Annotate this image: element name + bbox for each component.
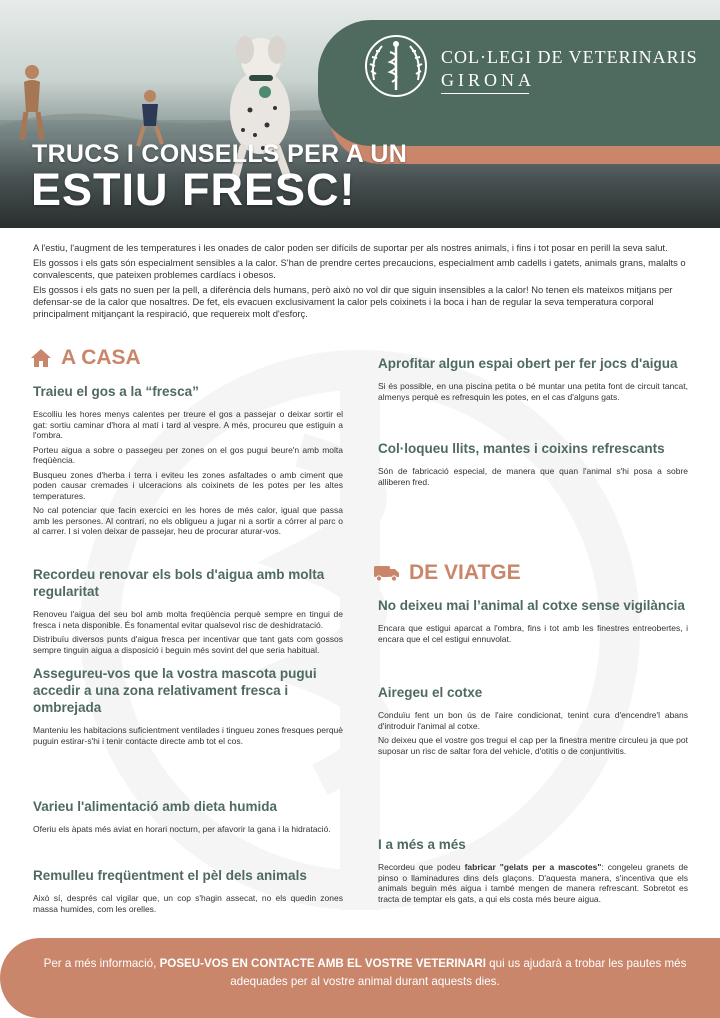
- footer-text: [40, 955, 690, 991]
- tip-wet-diet: [33, 798, 343, 835]
- tip-title: Remulleu freqüentment el pèl dels animals: [33, 868, 307, 883]
- tip-paragraph: Renoveu l'aigua del seu bol amb molta freqüència perquè sempre en tingui de fresca i neta disponible. És fonamental evitar qualsevol risc de deshidratació.: [33, 609, 343, 630]
- tip-wet-fur: [33, 867, 343, 914]
- section-heading-travel-label: DE VIATGE: [409, 561, 521, 584]
- tip-paragraph: Conduïu fent un bon ús de l'aire condicionat, tenint cura d'encendre'l abans d'introduir l'animal al cotxe.: [378, 710, 688, 731]
- tip-title: Aprofitar algun espai obert per fer jocs d'aigua: [378, 356, 678, 371]
- house-icon: [30, 347, 52, 369]
- tip-water-bowls: [33, 566, 343, 655]
- tip-paragraph: [378, 862, 688, 904]
- extra-text-after: : congeleu granets de pinso o llaminadures dins dels glaçons. D'aquesta manera, s'incentiva que els animals beguin més aigua i també mengen de manera refrescant. Sobretot es tracta de temptar els gats, a qui els costa més beure aigua.: [378, 862, 688, 904]
- tip-walk: [33, 383, 343, 537]
- section-heading-home-label: A CASA: [61, 346, 141, 369]
- tip-paragraph: Si és possible, en una piscina petita o bé muntar una petita font de circuit tancat, almenys perquè es refresquin les potes, en el cas d'alguns gats.: [378, 381, 688, 402]
- org-city: GIRONA: [441, 70, 529, 94]
- tip-extra: [378, 836, 688, 904]
- extra-text-before: Recordeu que podeu: [378, 862, 465, 872]
- tip-water-games: [378, 355, 688, 402]
- extra-text-bold: fabricar "gelats per a mascotes": [464, 862, 602, 872]
- page-title: ESTIU FRESC!: [31, 164, 356, 215]
- person-figure: [14, 62, 50, 142]
- truck-icon: [374, 564, 400, 582]
- tip-title: I a més a més: [378, 837, 466, 852]
- tip-paragraph: Distribuïu diversos punts d'aigua fresca per incentivar que tant gats com gossos sempre tinguin aigua a disposició i beguin més sovint del que seria habitual.: [33, 634, 343, 655]
- tip-title: No deixeu mai l’animal al cotxe sense vigilància: [378, 598, 685, 613]
- page-subtitle: TRUCS I CONSELLS PER A UN: [32, 140, 408, 168]
- child-figure: [132, 88, 168, 148]
- tip-paragraph: Això sí, després cal vigilar que, un cop s'hagin assecat, no els quedin zones massa humides, com les orelles.: [33, 893, 343, 914]
- section-heading-travel: [374, 561, 521, 585]
- tip-title: Traieu el gos a la “fresca”: [33, 384, 199, 399]
- tip-paragraph: Manteniu les habitacions suficientment ventilades i tingueu zones fresques perquè puguin estirar-s'hi i tenir contacte directe amb tot el cos.: [33, 725, 343, 746]
- college-logo-icon: [360, 30, 432, 102]
- tip-title: Recordeu renovar els bols d'aigua amb molta regularitat: [33, 567, 325, 599]
- tip-title: Airegeu el cotxe: [378, 685, 483, 700]
- intro-text: [33, 242, 689, 323]
- footer-text-after: qui us ajudarà a trobar les pautes més adequades per al vostre animal durant aquests dies.: [230, 957, 687, 988]
- tip-title: Assegureu-vos que la vostra mascota pugui accedir a una zona relativament fresca i ombrejada: [33, 666, 317, 715]
- tip-title: Varieu l'alimentació amb dieta humida: [33, 799, 278, 814]
- tip-paragraph: Escolliu les hores menys calentes per treure el gos a passejar o deixar sortir el gat: sortiu caminar d'hora al matí i tard al vespre. A més, procureu que estiguin a l'ombra.: [33, 409, 343, 440]
- intro-paragraph: Els gossos i els gats no suen per la pell, a diferència dels humans, però això no vol dir que siguin insensibles a la calor! No tenen els mateixos mitjans per defensar-se de la calor que nosaltres. De fet, els evacuen exclusivament la calor pels coixinets i la boca i han de regular la seva temperatura corporal principalment mitjançant la respiració, que requereix molt d'esforç.: [33, 284, 673, 319]
- tip-paragraph: Oferiu els àpats més aviat en horari nocturn, per afavorir la gana i la hidratació.: [33, 824, 331, 834]
- footer-text-bold: POSEU-VOS EN CONTACTE AMB EL VOSTRE VETERINARI: [159, 957, 486, 970]
- tip-cooling-beds: [378, 440, 688, 487]
- intro-paragraph: A l'estiu, l'augment de les temperatures i les onades de calor poden ser difícils de suportar per als nostres animals, i fins i tot posar en perill la seva salut.: [33, 242, 668, 253]
- tip-shade: [33, 665, 343, 746]
- tip-car-unattended: [378, 597, 688, 644]
- org-name: COL·LEGI DE VETERINARIS: [441, 47, 698, 67]
- tip-paragraph: Porteu aigua a sobre o passegeu per zones on el gos pugui beure'n amb molta freqüència.: [33, 444, 343, 465]
- tip-air-car: [378, 684, 688, 756]
- tip-title: Col·loqueu llits, mantes i coixins refrescants: [378, 441, 665, 456]
- intro-paragraph: Els gossos i els gats són especialment sensibles a la calor. S'han de prendre certes precaucions, especialment amb cadells i gatets, animals grans, malalts o convalescents, que pateixen problemes cardíacs i obesos.: [33, 257, 686, 280]
- tip-paragraph: Són de fabricació especial, de manera que quan l'animal s'hi posa a sobre alliberen fred.: [378, 466, 688, 487]
- footer-text-before: Per a més informació,: [43, 957, 160, 970]
- tip-paragraph: Busqueu zones d'herba i terra i eviteu les zones asfaltades o amb ciment que poden causar cremades i ulceracions als coixinets de les potes per les altes temperatures.: [33, 469, 343, 501]
- tip-paragraph: Encara que estigui aparcat a l'ombra, fins i tot amb les finestres entreobertes, i encara que el cel estigui ennuvolat.: [378, 623, 688, 644]
- section-heading-home: [30, 346, 141, 370]
- tip-paragraph: No cal potenciar que facin exercici en les hores de més calor, igual que passa amb les persones. Al contrari, no els obligueu a jugar ni a sortir a córrer al parc o al carrer. I si volen deixar de passejar, heu de procurar aturar-vos.: [33, 505, 343, 536]
- tip-paragraph: No deixeu que el vostre gos tregui el cap per la finestra mentre circuleu ja que pot suposar un risc de saltar fora del vehicle, d'otitis o de conjuntivitis.: [378, 735, 688, 756]
